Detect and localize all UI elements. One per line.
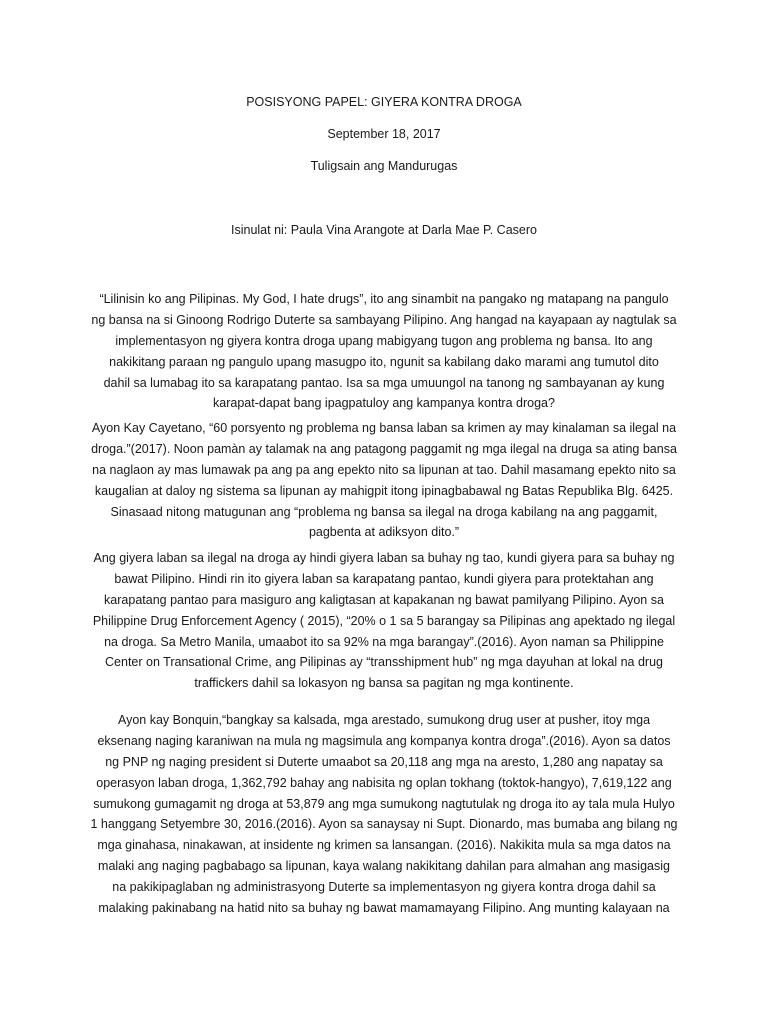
paragraph-line: mga ginahasa, ninakawan, at insidente ng krimen sa lansangan. (2016). Nakikita mula sa mga datos na (97, 838, 671, 853)
paragraph-line: na droga. Sa Metro Manila, umaabot ito sa 92% na mga barangay”.(2016). Ayon naman sa Philippine (104, 634, 664, 649)
paragraph-line: Sinasaad nitong matugunan ang “problema ng bansa sa ilegal na droga kabilang na ang paggamit, (110, 504, 658, 519)
paragraph-line: Center on Transational Crime, ang Pilipinas ay “transshipment hub” ng mga dayuhan at lokal na drug (105, 655, 663, 670)
paragraph-line: ng bansa na si Ginoong Rodrigo Duterte sa sambayang Pilipino. Ang hangad na kayapaan ay nagtulak sa (91, 312, 677, 327)
paragraph-line: kaugalian at daloy ng sistema sa lipunan ay mahigpit itong ipinagbabawal ng Batas Republika Blg. 6425. (94, 483, 674, 498)
paragraph-line: malaking pakinabang na hatid nito sa buhay ng bawat mamamayang Filipino. Ang munting kalayaan na (98, 901, 670, 916)
paragraph-bonquin (84, 710, 684, 919)
paragraph-line: 1 hanggang Setyembre 30, 2016.(2016). Ayon sa sanaysay ni Supt. Dionardo, mas bumaba ang bilang ng (90, 817, 678, 832)
paragraph-line: nakikitang paraan ng pangulo upang masugpo ito, ngunit sa kabilang dako marami ang tumutol dito (109, 354, 659, 369)
paragraph-line: malaki ang naging pagbabago sa lipunan, kaya walang nakikitang dahilan para almahan ang masigasig (98, 859, 670, 874)
paragraph-intro (84, 289, 684, 414)
paragraph-line: na pakikipaglaban ng administrasyong Duterte sa implementasyon ng giyera kontra droga dahil sa (112, 880, 656, 895)
paragraph-line: traffickers dahil sa lokasyon ng bansa sa pagitan ng mga kontinente. (194, 676, 574, 691)
paragraph-line: bawat Pilipino. Hindi rin ito giyera laban sa karapatang pantao, kundi giyera para protektahan ang (114, 571, 654, 586)
document-subtitle: Tuligsain ang Mandurugas (310, 159, 458, 173)
paragraph-line: implementasyon ng giyera kontra droga upang mabigyang tugon ang problema ng bansa. Ito ang (115, 333, 653, 348)
paragraph-line: karapatang pantao para masiguro ang kaligtasan at kapakanan ng bawat pamilyang Pilipino. Ayon sa (104, 592, 664, 607)
document-title: POSISYONG PAPEL: GIYERA KONTRA DROGA (246, 95, 522, 109)
document-date: September 18, 2017 (327, 127, 441, 141)
paragraph-line: na naglaon ay mas lumawak pa ang pa ang epekto nito sa lipunan at tao. Dahil masamang epekto nito sa (92, 462, 676, 477)
paragraph-line: sumukong gumagamit ng droga at 53,879 ang mga sumukong nagtutulak ng droga ito ay tala mula Hulyo (93, 796, 675, 811)
paragraph-line: Ang giyera laban sa ilegal na droga ay hindi giyera laban sa buhay ng tao, kundi giyera para sa buhay ng (93, 551, 675, 565)
paragraph-cayetano (84, 418, 684, 543)
author-line: Isinulat ni: Paula Vina Arangote at Darla Mae P. Casero (231, 223, 537, 237)
paragraph-line: operasyon laban droga, 1,362,792 bahay ang nabisita ng oplan tokhang (toktok-hangyo), 7,619,122 ang (96, 775, 672, 790)
paragraph-war-on-drugs (84, 548, 684, 694)
paragraph-line: Ayon Kay Cayetano, “60 porsyento ng problema ng bansa laban sa krimen ay may kinalaman sa ilegal na (91, 421, 677, 435)
paragraph-line: dahil sa lumabag ito sa karapatang pantao. Isa sa mga umuungol na tanong ng sambayanan ay kung (103, 375, 665, 390)
paragraph-line: pagbenta at adiksyon dito.” (308, 525, 460, 540)
paragraph-line: ng PNP ng naging president si Duterte umaabot sa 20,118 ang mga na aresto, 1,280 ang napatay sa (105, 754, 663, 769)
paragraph-line: eksenang naging karaniwan na mula ng magsimula ang kompanya kontra droga”.(2016). Ayon sa datos (97, 733, 671, 748)
paragraph-line: “Lilinisin ko ang Pilipinas. My God, I hate drugs”, ito ang sinambit na pangako ng matapang na pangulo (99, 292, 669, 306)
paragraph-line: droga.”(2017). Noon pamàn ay talamak na ang patagong paggamit ng mga ilegal na druga sa ating bansa (91, 441, 677, 456)
paragraph-line: karapat-dapat bang ipagpatuloy ang kampanya kontra droga? (213, 396, 555, 411)
paragraph-line: Philippine Drug Enforcement Agency ( 2015), “20% o 1 sa 5 barangay sa Pilipinas ang apektado ng ilegal (92, 613, 676, 628)
paragraph-line: Ayon kay Bonquin,“bangkay sa kalsada, mga arestado, sumukong drug user at pusher, itoy mga (117, 713, 651, 727)
